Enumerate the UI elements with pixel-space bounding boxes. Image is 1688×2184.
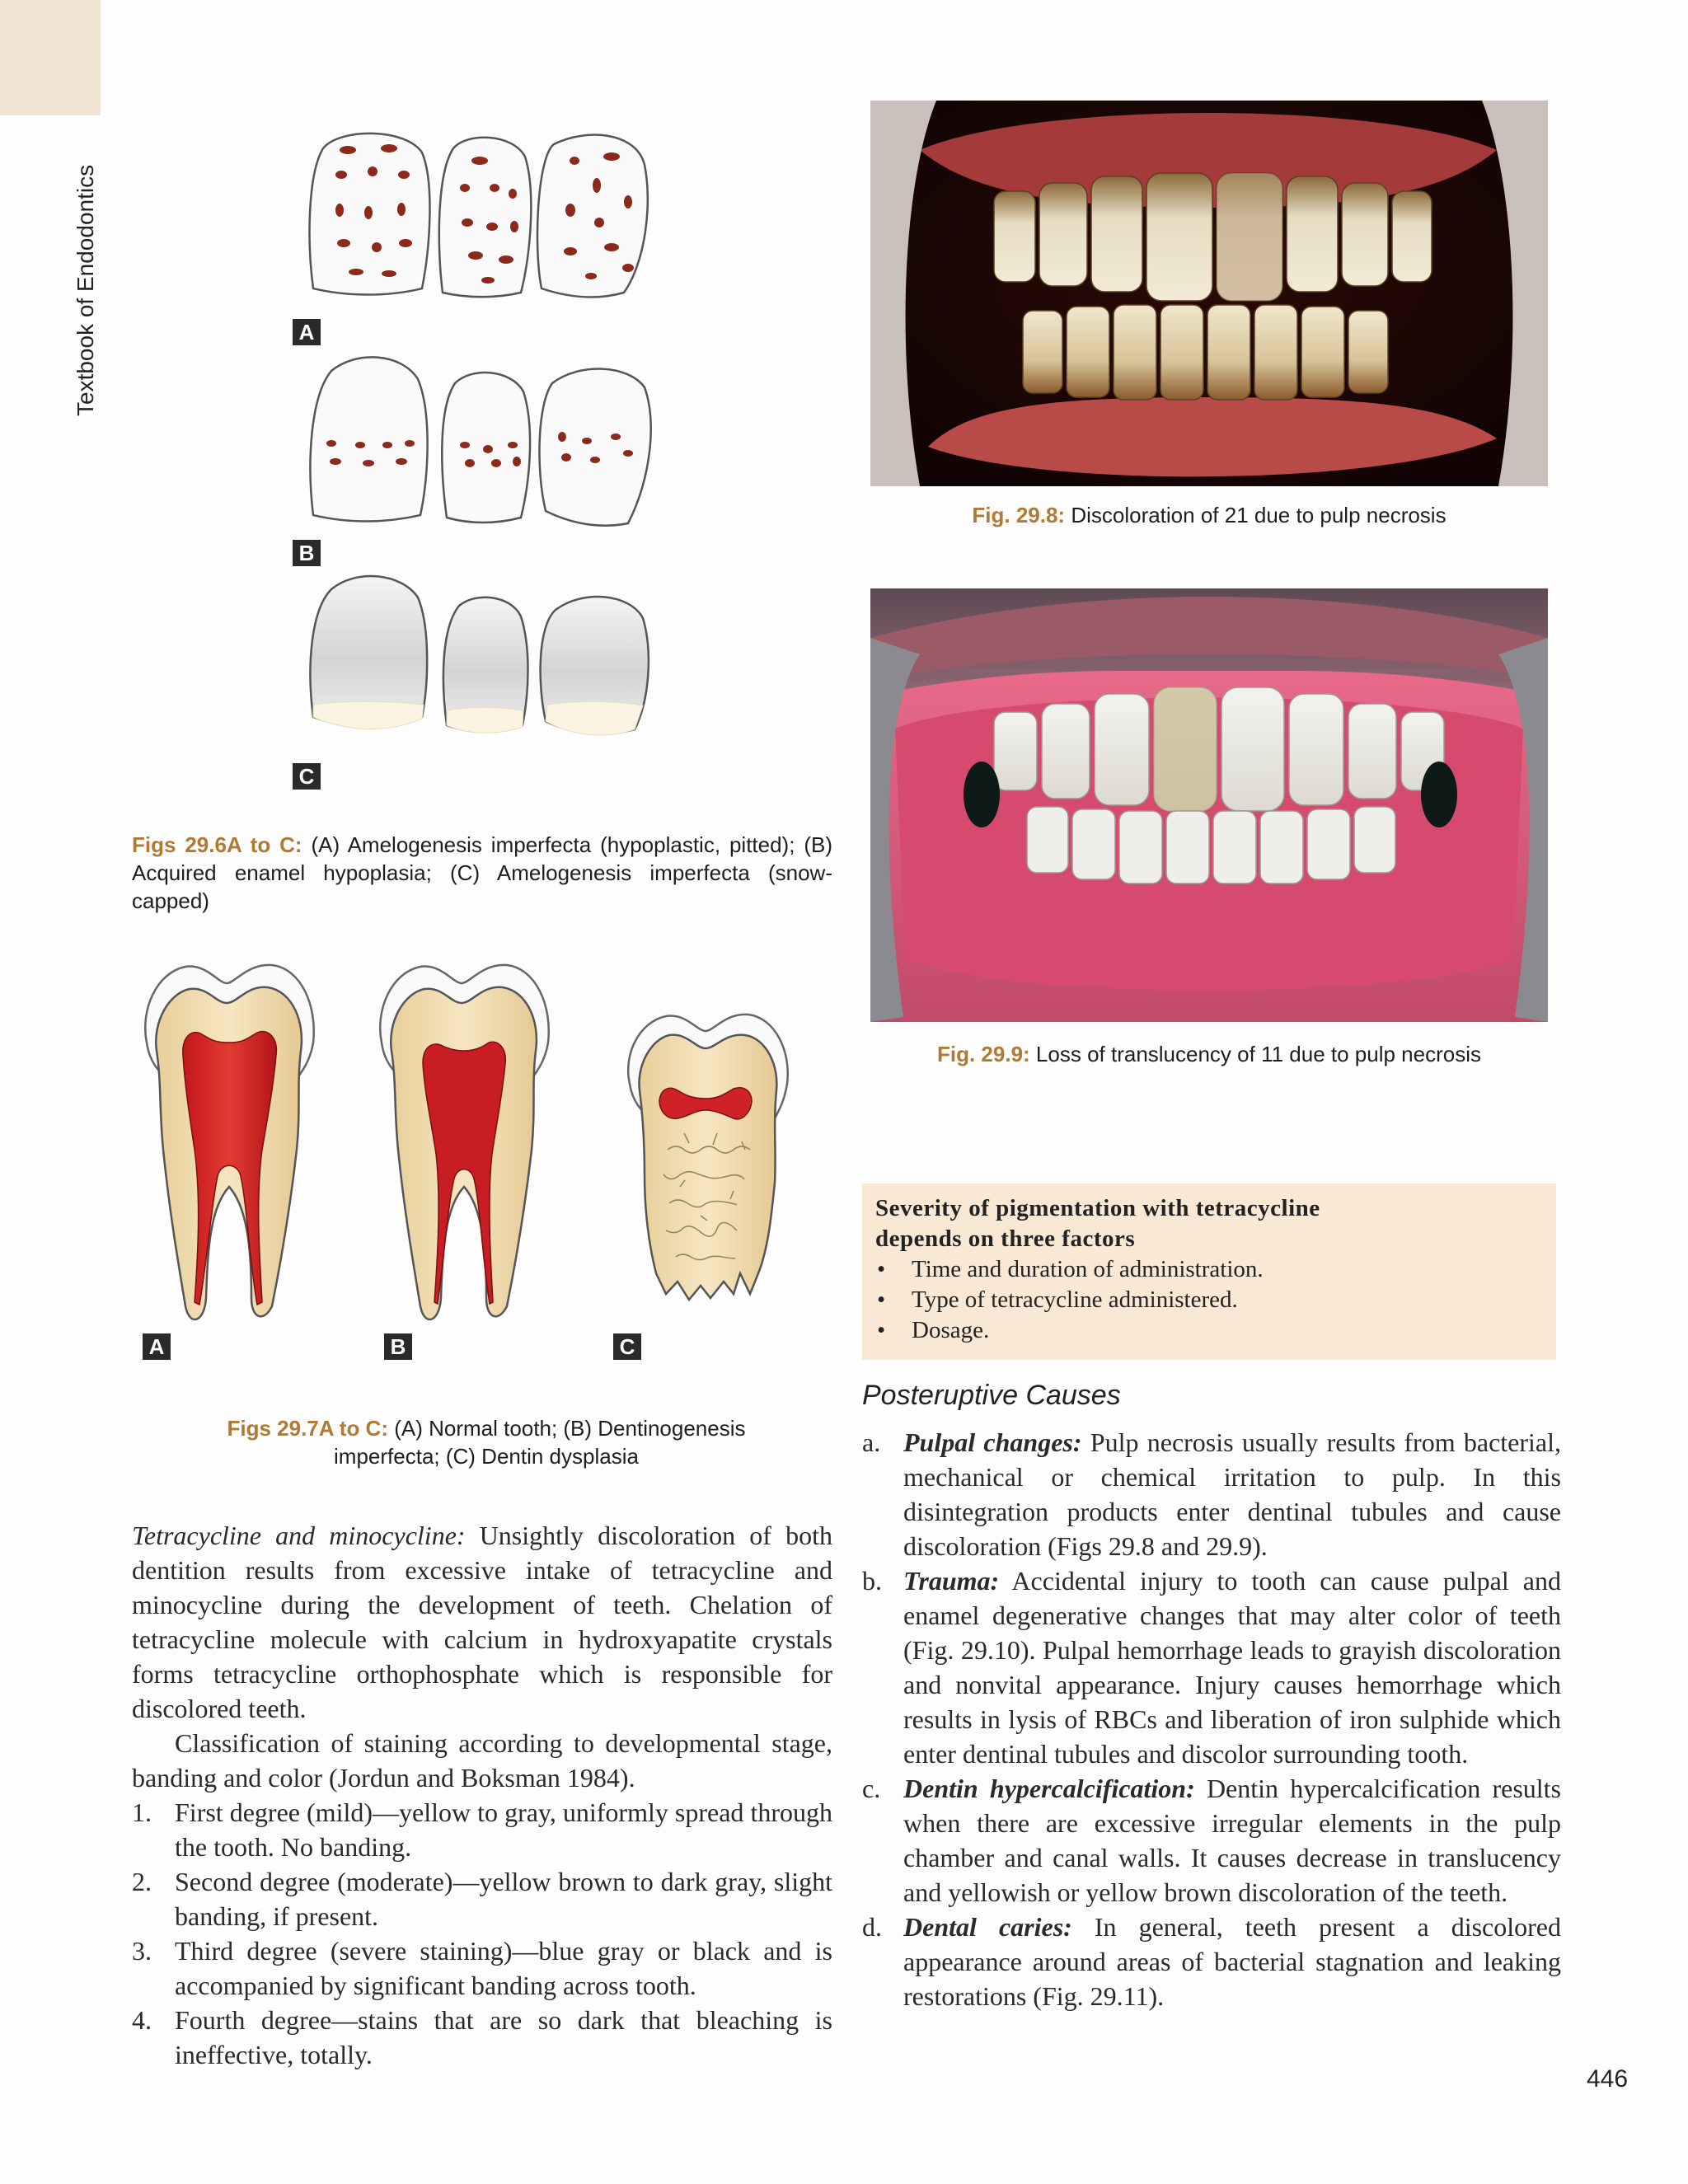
severity-box [862, 1183, 1556, 1360]
fig-29-6-label-c: C [293, 763, 321, 790]
list-item [862, 1771, 1561, 1910]
classification-paragraph: Classification of staining according to developmental stage, banding and color (Jordun and Boksman 1984). [132, 1728, 832, 1793]
fig-29-6-label-b: B [293, 540, 321, 566]
staining-degree-list [132, 1795, 832, 2072]
list-item [132, 2003, 832, 2072]
list-item-text: Dentin hypercalcification results when there are excessive irregular elements in the pulp chamber and canal walls. It causes decrease in translucency and yellowish or yellow brown discoloration of the teeth. [903, 1774, 1562, 1907]
fig-29-6-label-a: A [293, 319, 321, 345]
list-item-number: 2. [132, 1867, 152, 1896]
fig-29-8-caption-text: Discoloration of 21 due to pulp necrosis [1065, 503, 1447, 527]
severity-box-item: • Type of tetracycline administered. [875, 1285, 1543, 1315]
list-item-text: Second degree (moderate)—yellow brown to dark gray, slight banding, if present. [175, 1867, 832, 1931]
list-item-number: 3. [132, 1936, 152, 1966]
list-item [862, 1910, 1561, 2013]
fig-29-7b-dentinogenesis-tooth [380, 965, 549, 1319]
list-item-letter: c. [862, 1774, 881, 1803]
fig-29-7c-dentin-dysplasia-tooth [628, 1015, 788, 1300]
list-item-term: Dental caries: [903, 1912, 1072, 1942]
list-item-term: Dentin hypercalcification: [903, 1774, 1195, 1803]
fig-29-9-photo [870, 588, 1548, 1022]
severity-box-title-line2: depends on three factors [875, 1226, 1136, 1252]
list-item-term: Trauma: [903, 1566, 1000, 1596]
list-item-text: Fourth degree—stains that are so dark that bleaching is ineffective, totally. [175, 2005, 832, 2069]
fig-29-7-illustration [132, 960, 849, 1339]
list-item-term: Pulpal changes: [903, 1427, 1082, 1457]
fig-29-6-caption-text: (A) Amelogenesis imperfecta (hypoplastic, pitted); (B) Acquired enamel hypoplasia; (C) Amelogenesis imperfecta (snow-capped) [132, 832, 833, 913]
fig-29-7a-normal-tooth [145, 965, 314, 1319]
fig-29-6-caption [132, 831, 832, 915]
fig-29-6-illustration [290, 124, 678, 783]
list-item-text: Pulp necrosis usually results from bacterial, mechanical or chemical irritation to pulp. In this disintegration products enter dentinal tubules and cause discoloration (Figs 29.8 and 29.9). [903, 1427, 1562, 1561]
severity-box-item: • Dosage. [875, 1315, 1543, 1346]
fig-29-7-caption-text: (A) Normal tooth; (B) Dentinogenesis imperfecta; (C) Dentin dysplasia [334, 1416, 746, 1469]
list-item-letter: a. [862, 1427, 881, 1457]
list-item-text: First degree (mild)—yellow to gray, uniformly spread through the tooth. No banding. [175, 1797, 832, 1862]
fig-29-8-caption-number: Fig. 29.8: [972, 503, 1066, 527]
list-item [132, 1864, 832, 1933]
fig-29-9-caption-text: Loss of translucency of 11 due to pulp necrosis [1029, 1042, 1481, 1066]
tetracycline-lead: Tetracycline and minocycline: [132, 1521, 466, 1550]
tetracycline-section [132, 1518, 832, 2072]
fig-29-9-caption [870, 1040, 1548, 1068]
list-item-text: Third degree (severe staining)—blue gray or black and is accompanied by significant banding across tooth. [175, 1936, 832, 2000]
fig-29-7-caption [181, 1414, 791, 1470]
fig-29-8-photo [870, 101, 1548, 486]
fig-29-7-label-a: A [143, 1333, 171, 1360]
list-item-number: 1. [132, 1797, 152, 1827]
page-number: 446 [1587, 2065, 1629, 2093]
severity-box-item: • Time and duration of administration. [875, 1254, 1543, 1285]
list-item [862, 1425, 1561, 1563]
tetracycline-text: Unsightly discoloration of both dentition results from excessive intake of tetracycline and minocycline during the development of teeth. Chelation of tetracycline molecule with calcium in hydroxyapatite crystals forms tetracycline orthophosphate which is responsible for discolored teeth. [132, 1521, 832, 1723]
list-item-text: In general, teeth present a discolored appearance around areas of bacterial stagnation and leaking restorations (Fig. 29.11). [903, 1912, 1562, 2011]
list-item-number: 4. [132, 2005, 152, 2035]
fig-29-7-label-c: C [613, 1333, 641, 1360]
severity-box-title-line1: Severity of pigmentation with tetracycline [875, 1195, 1320, 1221]
list-item-letter: b. [862, 1566, 882, 1596]
fig-29-9-caption-number: Fig. 29.9: [937, 1042, 1030, 1066]
list-item [862, 1563, 1561, 1771]
fig-29-7-caption-number: Figs 29.7A to C: [227, 1416, 388, 1441]
list-item [132, 1795, 832, 1864]
posteruptive-heading: Posteruptive Causes [862, 1380, 1121, 1411]
severity-box-list [875, 1254, 1543, 1346]
fig-29-6-caption-number: Figs 29.6A to C: [132, 832, 302, 857]
fig-29-6b-teeth [310, 357, 650, 525]
posteruptive-list [862, 1425, 1561, 2013]
running-head: Textbook of Endodontics [73, 164, 98, 416]
list-item [132, 1933, 832, 2003]
tetracycline-paragraph [132, 1518, 832, 1726]
fig-29-7-label-b: B [384, 1333, 412, 1360]
corner-tab [0, 0, 101, 115]
list-item-letter: d. [862, 1912, 882, 1942]
fig-29-8-caption [870, 501, 1548, 529]
list-item-text: Accidental injury to tooth can cause pulpal and enamel degenerative changes that may alter color of teeth (Fig. 29.10). Pulpal hemorrhage leads to grayish discoloration and nonvital appearance. Injury causes hemorrhage which results in lysis of RBCs and liberation of iron sulphide which enter dentinal tubules and discolor surrounding tooth. [903, 1566, 1561, 1769]
